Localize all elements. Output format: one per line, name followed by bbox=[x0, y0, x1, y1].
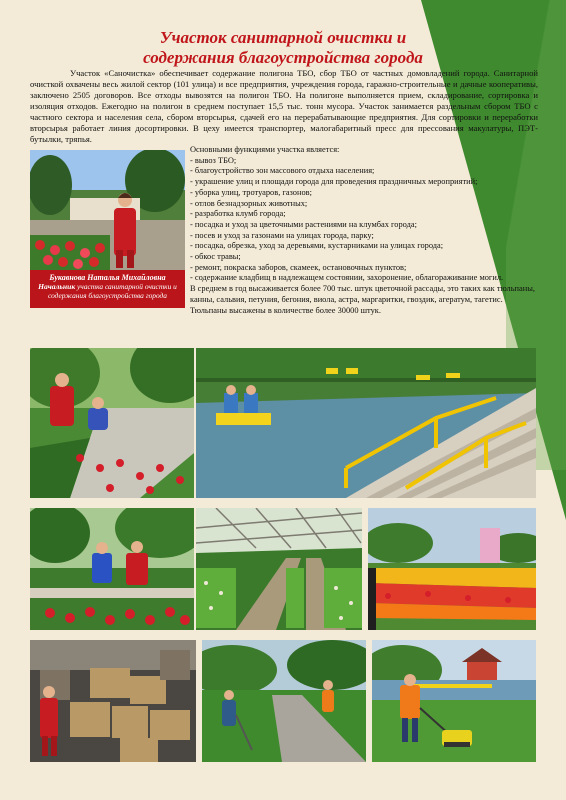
title-line-2: содержания благоустройства города bbox=[143, 48, 423, 67]
list-item: - вывоз ТБО; bbox=[190, 155, 237, 165]
list-item: - отлов безнадзорных животных; bbox=[190, 198, 308, 208]
list-item: - содержание кладбищ в надлежащем состоянии, захоронение, облагораживание могил. bbox=[190, 273, 504, 283]
photo-workers-bench bbox=[30, 508, 194, 630]
photo-tulip-flowerbed bbox=[368, 508, 536, 630]
photo-greenhouse bbox=[196, 508, 362, 630]
photo-recycling-bales bbox=[30, 640, 196, 762]
list-item: - ремонт, покраска заборов, скамеек, остановочных пунктов; bbox=[190, 262, 407, 272]
list-item: - посадка и уход за цветочными растениями на клумбах города; bbox=[190, 219, 417, 229]
list-item: - благоустройство зон массового отдыха населения; bbox=[190, 166, 375, 176]
intro-paragraph bbox=[30, 68, 538, 145]
photo-workers-flowerbed bbox=[30, 348, 194, 498]
photo-alley-mowing bbox=[202, 640, 366, 762]
list-item: - посадка, обрезка, уход за деревьями, кустарниками на улицах города; bbox=[190, 241, 444, 251]
functions-list bbox=[190, 156, 536, 284]
title-line-1: Участок санитарной очистки и bbox=[159, 28, 407, 47]
portrait-illustration bbox=[30, 150, 185, 270]
portrait-photo bbox=[30, 150, 185, 270]
caption-role-text: участка санитарной очистки и содержания благоустройства города bbox=[47, 282, 177, 300]
list-item: - уборка улиц, тротуаров, газонов; bbox=[190, 187, 312, 197]
caption-role-title: Начальник bbox=[38, 282, 76, 291]
functions-block bbox=[190, 145, 536, 316]
photo-pond-catamarans bbox=[196, 348, 536, 498]
caption-name: Букавнова Наталья Михайловна bbox=[49, 273, 166, 282]
list-item: - разработка клумб города; bbox=[190, 209, 286, 219]
page-title bbox=[0, 28, 566, 68]
list-item: - посев и уход за газонами на улицах города, парку; bbox=[190, 230, 374, 240]
photo-lawnmower-worker bbox=[372, 640, 536, 762]
list-item: - украшение улиц и площади города для проведения праздничных мероприятий; bbox=[190, 177, 478, 187]
list-item: - обкос травы; bbox=[190, 252, 241, 262]
functions-summary: В среднем в год высаживается более 700 тыс. штук цветочной рассады, это таких как тюльпаны, канны, сальвия, петуния, бегония, виола, астра, маргаритки, гвоздик, агератум, тагетис. Тюльпаны высажены в количестве более 30000 штук. bbox=[190, 284, 535, 315]
functions-lead: Основными функциями участка является: bbox=[190, 145, 340, 154]
intro-text: Участок «Саночистка» обеспечивает содержание полигона ТБО, сбор ТБО от частных домовладений города. Санитарной очисткой охвачены весь жилой сектор (101 улица) и все предприятия, учреждения города, гаражно-строительные и дачные кооперативы, заключено 2505 договоров. Все отходы вывозятся на полигон ТБО. На полигоне выполняется прием, складирование, сортировка и изоляция отходов. Ежегодно на полигон в среднем поступает 15,5 тыс. тонн мусора. Участок занимается раздельным сбором ТБО с частного сектора и населения села, сбором вторсырья, сдачей его на перерабатывающие предприятия. Для сортировки и переработки вторсырья работает линия досортировки. В цеху имеется транспортер, малогабаритный пресс для прессования макулатуры, ПЭТ-бутылки, тряпья. bbox=[30, 68, 538, 144]
portrait-caption bbox=[30, 270, 185, 308]
